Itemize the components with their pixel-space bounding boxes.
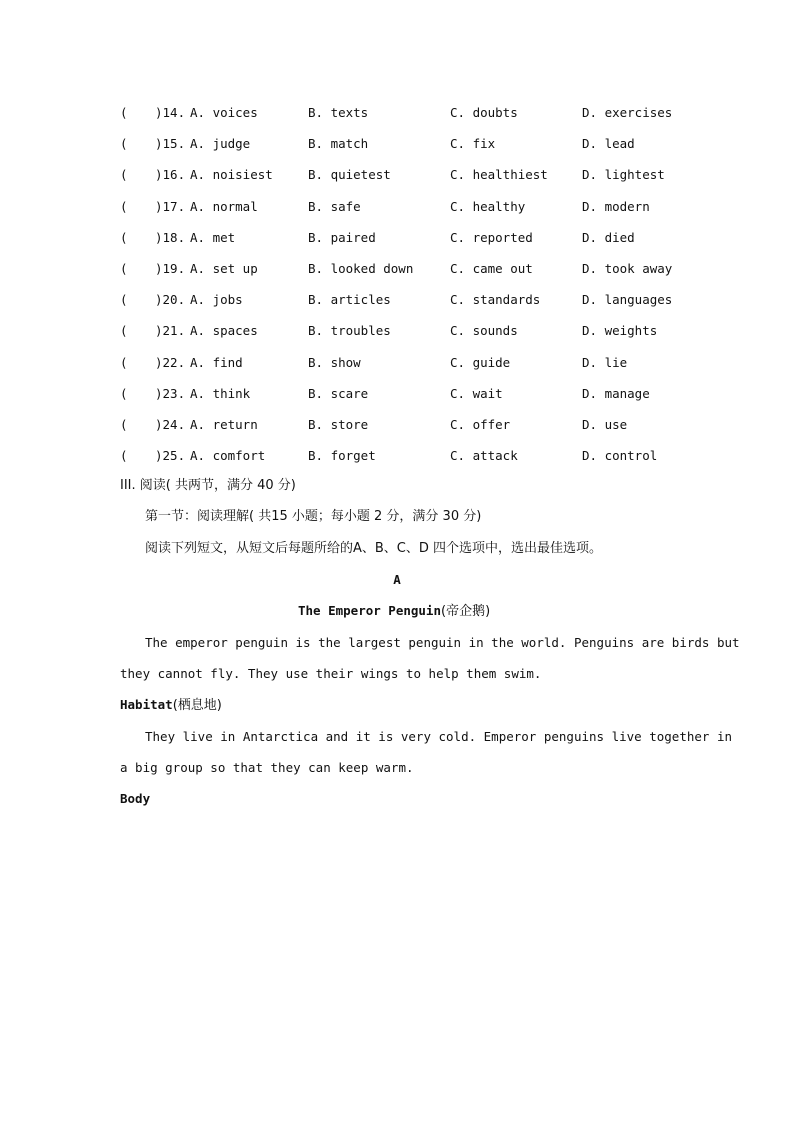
option-c: C. attack	[450, 448, 518, 463]
option-d: D. died	[582, 230, 635, 245]
passage-title	[298, 601, 490, 621]
option-c: C. standards	[450, 292, 541, 307]
answer-paren: (	[120, 417, 128, 432]
option-d: D. use	[582, 417, 628, 432]
option-b: B. texts	[308, 105, 369, 120]
option-b: B. show	[308, 355, 361, 370]
instruction-text: 阅读下列短文，从短文后每题所给的A、B、C、D 四个选项中，选出最佳选项。	[145, 541, 603, 556]
question-row	[120, 165, 720, 185]
habitat-heading-cn: (栖息地)	[172, 698, 222, 713]
option-a: A. jobs	[190, 292, 243, 307]
option-d: D. control	[582, 448, 658, 463]
option-c: C. doubts	[450, 105, 518, 120]
option-d: D. manage	[582, 386, 650, 401]
habitat-heading	[120, 695, 222, 715]
question-row	[120, 446, 720, 466]
question-number: )21.	[155, 323, 186, 338]
option-c: C. reported	[450, 230, 533, 245]
option-a: A. spaces	[190, 323, 258, 338]
paragraph-1-line-2: they cannot fly. They use their wings to help them swim.	[120, 666, 542, 681]
answer-paren: (	[120, 230, 128, 245]
question-row	[120, 321, 720, 341]
answer-paren: (	[120, 136, 128, 151]
question-number: )23.	[155, 386, 186, 401]
option-a: A. voices	[190, 105, 258, 120]
answer-paren: (	[120, 261, 128, 276]
option-c: C. wait	[450, 386, 503, 401]
option-b: B. safe	[308, 199, 361, 214]
option-a: A. think	[190, 386, 251, 401]
answer-paren: (	[120, 355, 128, 370]
question-number: )19.	[155, 261, 186, 276]
answer-paren: (	[120, 199, 128, 214]
question-number: )17.	[155, 199, 186, 214]
part-heading: 第一节：阅读理解( 共15 小题；每小题 2 分，满分 30 分)	[145, 509, 482, 524]
question-row	[120, 384, 720, 404]
answer-paren: (	[120, 386, 128, 401]
option-d: D. took away	[582, 261, 673, 276]
question-number: )14.	[155, 105, 186, 120]
passage-title-en: The Emperor Penguin	[298, 603, 441, 618]
question-row	[120, 197, 720, 217]
option-b: B. store	[308, 417, 369, 432]
answer-paren: (	[120, 292, 128, 307]
option-b: B. articles	[308, 292, 391, 307]
option-a: A. judge	[190, 136, 251, 151]
option-a: A. normal	[190, 199, 258, 214]
option-b: B. troubles	[308, 323, 391, 338]
answer-paren: (	[120, 105, 128, 120]
option-c: C. healthy	[450, 199, 526, 214]
question-row	[120, 228, 720, 248]
question-number: )20.	[155, 292, 186, 307]
option-c: C. came out	[450, 261, 533, 276]
option-b: B. quietest	[308, 167, 391, 182]
body-heading: Body	[120, 791, 151, 806]
answer-paren: (	[120, 323, 128, 338]
option-d: D. lightest	[582, 167, 665, 182]
paragraph-2-line-1: They live in Antarctica and it is very cold. Emperor penguins live together in	[145, 729, 732, 744]
option-b: B. scare	[308, 386, 369, 401]
option-d: D. exercises	[582, 105, 673, 120]
question-number: )24.	[155, 417, 186, 432]
option-c: C. guide	[450, 355, 511, 370]
habitat-heading-en: Habitat	[120, 697, 173, 712]
question-row	[120, 415, 720, 435]
option-b: B. paired	[308, 230, 376, 245]
question-number: )25.	[155, 448, 186, 463]
question-row	[120, 290, 720, 310]
paragraph-2-line-2: a big group so that they can keep warm.	[120, 760, 414, 775]
passage-letter: A	[393, 572, 401, 587]
option-a: A. return	[190, 417, 258, 432]
question-row	[120, 259, 720, 279]
option-d: D. weights	[582, 323, 658, 338]
answer-paren: (	[120, 448, 128, 463]
option-c: C. healthiest	[450, 167, 548, 182]
option-b: B. forget	[308, 448, 376, 463]
question-row	[120, 353, 720, 373]
option-a: A. met	[190, 230, 236, 245]
option-d: D. lead	[582, 136, 635, 151]
option-a: A. find	[190, 355, 243, 370]
option-d: D. lie	[582, 355, 628, 370]
section-heading: III. 阅读( 共两节，满分 40 分)	[120, 478, 296, 493]
option-c: C. fix	[450, 136, 496, 151]
option-d: D. languages	[582, 292, 673, 307]
option-c: C. offer	[450, 417, 511, 432]
option-d: D. modern	[582, 199, 650, 214]
question-number: )15.	[155, 136, 186, 151]
question-number: )22.	[155, 355, 186, 370]
option-a: A. noisiest	[190, 167, 273, 182]
question-row	[120, 103, 720, 123]
passage-title-cn: (帝企鹅)	[441, 604, 491, 619]
option-a: A. comfort	[190, 448, 266, 463]
question-number: )16.	[155, 167, 186, 182]
option-c: C. sounds	[450, 323, 518, 338]
option-b: B. looked down	[308, 261, 414, 276]
option-b: B. match	[308, 136, 369, 151]
answer-paren: (	[120, 167, 128, 182]
question-number: )18.	[155, 230, 186, 245]
question-row	[120, 134, 720, 154]
option-a: A. set up	[190, 261, 258, 276]
paragraph-1-line-1: The emperor penguin is the largest penguin in the world. Penguins are birds but	[145, 635, 740, 650]
